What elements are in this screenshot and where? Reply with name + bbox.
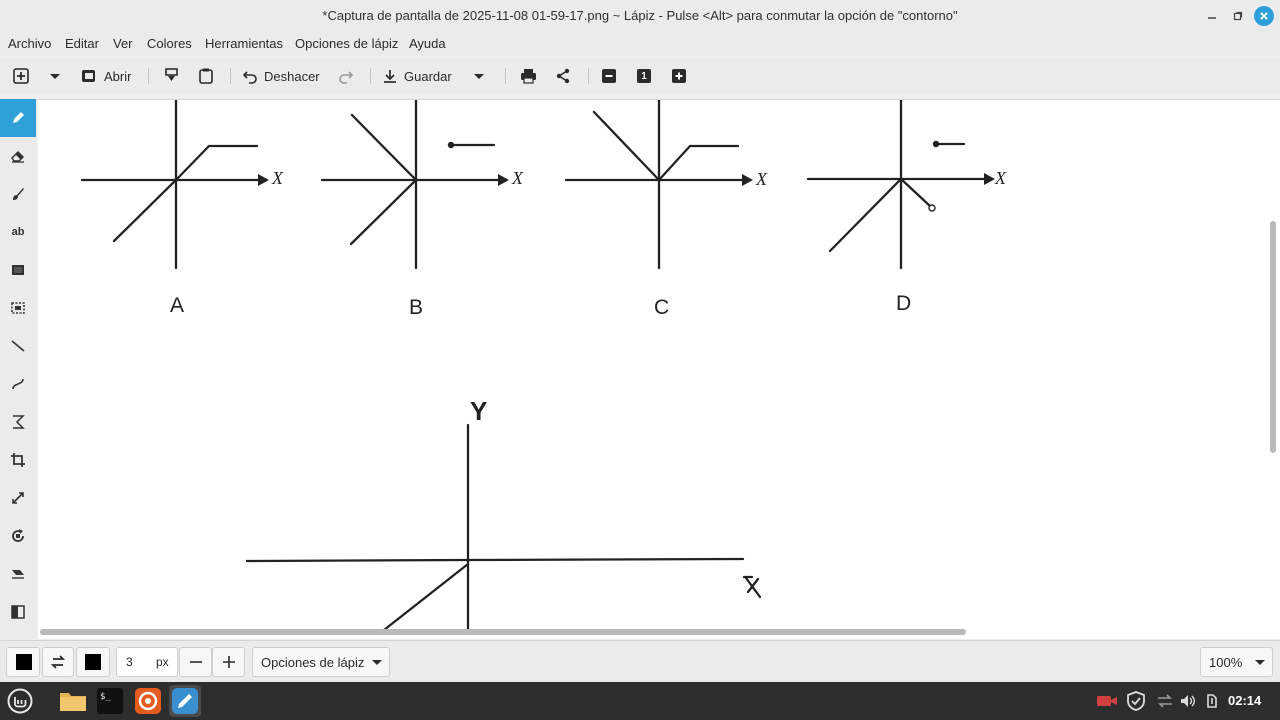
print-button[interactable] (520, 64, 537, 88)
clipboard-button[interactable] (198, 64, 214, 88)
zoom-value: 100% (1209, 654, 1243, 670)
menu-bar (0, 32, 1280, 56)
pencil-icon (10, 110, 26, 126)
open-label: Abrir (104, 68, 132, 84)
menu-herramientas[interactable]: Herramientas (205, 36, 284, 51)
rotate-tool[interactable] (0, 517, 36, 555)
eraser-icon (10, 148, 26, 164)
swap-colors-button[interactable] (42, 647, 74, 677)
minimize-button[interactable] (1202, 6, 1222, 26)
menu-archivo[interactable]: Archivo (8, 36, 52, 51)
save-icon (382, 68, 398, 84)
start-menu-button[interactable] (4, 685, 36, 717)
swap-icon (50, 654, 66, 670)
firefox-icon (134, 687, 162, 715)
skew-icon (10, 566, 26, 582)
rectangle-tool[interactable] (0, 251, 36, 289)
mint-logo-icon (7, 688, 33, 714)
chevron-down-icon (48, 69, 62, 83)
axis-label-x-c: X (756, 169, 767, 189)
graph-d (808, 100, 995, 268)
graph-label-b: B (409, 296, 424, 319)
line-icon (10, 338, 26, 354)
menu-opciones-lapiz[interactable]: Opciones de lápiz (295, 36, 399, 51)
pencil-tool[interactable] (0, 99, 36, 137)
pencil-app-icon (171, 687, 199, 715)
main-toolbar (0, 58, 1280, 94)
horizontal-scrollbar[interactable] (40, 629, 966, 635)
axis-label-x-a: X (272, 168, 283, 188)
sketch-y-label: Y (470, 396, 488, 426)
size-value[interactable]: 3 (126, 655, 133, 669)
terminal-icon (96, 687, 124, 715)
paste-new-button[interactable] (164, 64, 180, 88)
size-increase-button[interactable] (212, 647, 245, 677)
graph-label-a: A (170, 294, 185, 317)
select-tool[interactable] (0, 289, 36, 327)
menu-ayuda[interactable]: Ayuda (409, 36, 446, 51)
primary-color-swatch (16, 654, 32, 670)
size-decrease-button[interactable] (179, 647, 212, 677)
close-button[interactable] (1254, 6, 1274, 26)
zoom-out-icon (602, 69, 616, 83)
save-button[interactable] (382, 64, 452, 88)
axis-label-x-d: X (995, 168, 1006, 188)
folder-icon (59, 689, 87, 713)
recording-icon[interactable] (1095, 691, 1119, 711)
toolbar-separator (230, 68, 231, 84)
redo-button[interactable] (338, 64, 354, 88)
undo-icon (242, 68, 258, 84)
canvas-image (38, 100, 1270, 630)
secondary-color-swatch (85, 654, 101, 670)
size-unit: px (156, 655, 169, 669)
filters-tool[interactable] (0, 593, 36, 631)
chevron-down-icon (371, 656, 383, 668)
graph-b (322, 100, 509, 268)
zoom-out-button[interactable] (602, 64, 616, 88)
toolbar-separator (505, 68, 506, 84)
redo-icon (338, 68, 354, 84)
size-field[interactable] (116, 647, 178, 677)
scale-icon (10, 490, 26, 506)
firefox-app-button[interactable] (132, 685, 164, 717)
shape-tool[interactable] (0, 403, 36, 441)
terminal-app-button[interactable] (94, 685, 126, 717)
text-tool[interactable] (0, 213, 36, 251)
graph-label-c: C (654, 296, 670, 319)
select-icon (10, 300, 26, 316)
minus-icon (189, 655, 203, 669)
tool-options-label: Opciones de lápiz (261, 654, 365, 670)
taskbar (0, 682, 1280, 720)
pinta-app-button[interactable] (169, 685, 201, 717)
axis-label-x-b: X (512, 168, 523, 188)
graph-c (566, 100, 753, 268)
save-label: Guardar (404, 68, 452, 84)
clipboard-icon (198, 67, 214, 85)
toolbar-separator (148, 68, 149, 84)
eraser-tool[interactable] (0, 137, 36, 175)
save-dropdown-button[interactable] (472, 64, 486, 88)
title-bar (0, 0, 1280, 32)
maximize-button[interactable] (1228, 6, 1248, 26)
share-button[interactable] (555, 64, 571, 88)
network-icon[interactable] (1155, 691, 1175, 711)
share-icon (555, 68, 571, 84)
chevron-down-icon (1254, 656, 1266, 668)
window-title: *Captura de pantalla de 2025-11-08 01-59-17.png ~ Lápiz - Pulse <Alt> para conmutar la opción de "contorno" (322, 8, 958, 23)
brush-tool[interactable] (0, 175, 36, 213)
filters-icon (10, 604, 26, 620)
volume-icon[interactable] (1178, 691, 1198, 711)
undo-button[interactable] (242, 64, 320, 88)
svg-text:$_: $_ (100, 692, 111, 702)
zoom-one-label: 1 (641, 70, 647, 82)
scale-tool[interactable] (0, 479, 36, 517)
open-icon (80, 67, 98, 85)
open-button[interactable] (80, 64, 131, 88)
rectangle-icon (10, 262, 26, 278)
secondary-color-button[interactable] (76, 647, 110, 677)
new-icon (12, 67, 30, 85)
tool-palette (0, 99, 36, 639)
toolbar-separator (588, 68, 589, 84)
drawing-canvas[interactable] (38, 99, 1280, 639)
crop-icon (10, 452, 26, 468)
new-dropdown-button[interactable] (48, 64, 62, 88)
shield-icon[interactable] (1126, 691, 1146, 711)
zoom-in-icon (672, 69, 686, 83)
zoom-one-icon (637, 69, 651, 83)
chevron-down-icon (472, 69, 486, 83)
status-bar (0, 640, 1280, 682)
clock[interactable]: 02:14 (1228, 693, 1262, 708)
rotate-icon (10, 528, 26, 544)
curve-tool[interactable] (0, 365, 36, 403)
shape-icon (10, 414, 26, 430)
crop-tool[interactable] (0, 441, 36, 479)
paste-icon (164, 67, 180, 85)
primary-color-button[interactable] (6, 647, 40, 677)
undo-label: Deshacer (264, 68, 320, 84)
plus-icon (222, 655, 236, 669)
hand-sketch (247, 425, 760, 630)
text-icon: ab (11, 226, 25, 238)
power-icon[interactable] (1202, 691, 1222, 711)
menu-editar[interactable]: Editar (65, 36, 99, 51)
zoom-in-button[interactable] (672, 64, 686, 88)
skew-tool[interactable] (0, 555, 36, 593)
menu-ver[interactable]: Ver (113, 36, 133, 51)
tool-options-dropdown[interactable] (252, 647, 390, 677)
toolbar-separator (370, 68, 371, 84)
zoom-reset-button[interactable] (637, 64, 651, 88)
graph-a (82, 100, 269, 268)
line-tool[interactable] (0, 327, 36, 365)
zoom-dropdown[interactable] (1200, 647, 1273, 677)
files-app-button[interactable] (57, 685, 89, 717)
curve-icon (10, 376, 26, 392)
menu-colores[interactable]: Colores (147, 36, 192, 51)
print-icon (520, 68, 537, 84)
new-button[interactable] (12, 64, 30, 88)
vertical-scrollbar[interactable] (1270, 221, 1276, 453)
graph-label-d: D (896, 292, 912, 315)
brush-icon (10, 186, 26, 202)
